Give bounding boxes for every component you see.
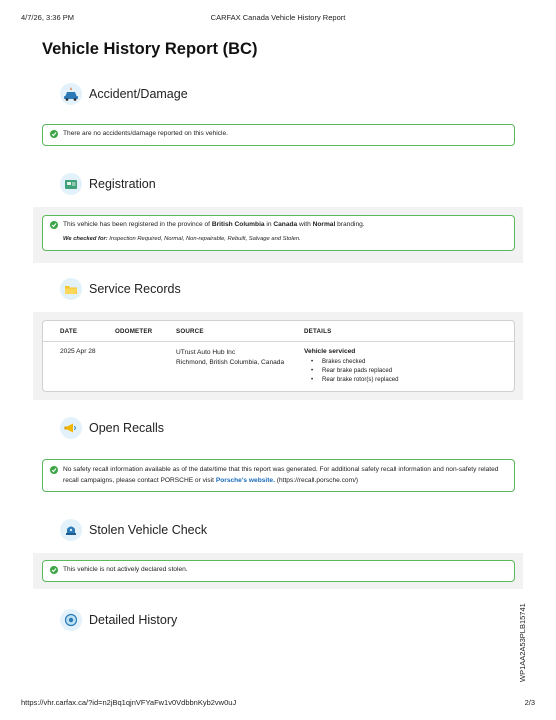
- province-name: British Columbia: [211, 221, 265, 228]
- section-recalls-header: [60, 417, 164, 439]
- section-title: Accident/Damage: [89, 87, 188, 101]
- accident-status-box: [42, 124, 515, 146]
- details-item: • Brakes checked: [304, 357, 399, 366]
- check-circle-icon: [50, 466, 58, 474]
- details-item: • Rear brake rotor(s) replaced: [304, 375, 399, 384]
- accident-message: There are no accidents/damage reported on this vehicle.: [63, 130, 228, 137]
- column-header-source: SOURCE: [176, 328, 204, 335]
- checked-for-label: We checked for:: [63, 236, 108, 242]
- record-date: 2025 Apr 28: [60, 348, 96, 355]
- folder-icon: [60, 278, 82, 300]
- source-location: Richmond, British Columbia, Canada: [176, 359, 285, 366]
- magnifier-icon: [60, 609, 82, 631]
- recalls-message: [63, 465, 507, 486]
- print-timestamp: 4/7/26, 3:36 PM: [21, 13, 74, 22]
- print-url: https://vhr.carfax.ca/?id=n2jBq1qjnVFYaFw1v0VdbbnKyb2vw0uJ: [21, 698, 237, 707]
- source-name: UTrust Auto Hub Inc: [176, 349, 236, 356]
- print-document-title: CARFAX Canada Vehicle History Report: [210, 13, 346, 22]
- section-title: Detailed History: [89, 613, 178, 627]
- checked-for-list: Inspection Required, Normal, Non-repairable, Rebuilt, Salvage and Stolen.: [107, 236, 301, 242]
- text-segment: in: [264, 221, 274, 228]
- section-title: Service Records: [89, 282, 181, 296]
- section-title: Stolen Vehicle Check: [89, 523, 208, 537]
- section-stolen-header: [60, 519, 207, 541]
- section-registration-header: [60, 173, 156, 195]
- text-segment: with: [297, 221, 313, 228]
- text-segment: (https://recall.porsche.com/): [274, 476, 359, 484]
- details-title: Vehicle serviced: [304, 348, 356, 355]
- registration-status-box: [42, 215, 515, 251]
- porsche-website-link[interactable]: Porsche's website.: [215, 476, 275, 484]
- checked-for-note: [50, 236, 507, 242]
- report-title: Vehicle History Report (BC): [42, 40, 258, 58]
- country-name: Canada: [273, 221, 298, 228]
- check-circle-icon: [50, 566, 58, 574]
- car-crash-icon: [60, 83, 82, 105]
- section-title: Open Recalls: [89, 421, 165, 435]
- column-header-date: DATE: [60, 328, 78, 335]
- section-service-header: [60, 278, 181, 300]
- record-source: [176, 348, 284, 368]
- text-segment: No safety recall information available as of the date/time that this report was generated. For additional safety recall information and non-safety related recall campaigns, please contact PORSCHE or visit: [63, 466, 499, 484]
- table-header-divider: [43, 341, 514, 342]
- registration-card-icon: [60, 173, 82, 195]
- record-details: [304, 348, 399, 384]
- text-segment: branding.: [335, 221, 365, 228]
- megaphone-icon: [60, 417, 82, 439]
- branding-value: Normal: [312, 221, 336, 228]
- registration-message: [63, 221, 365, 228]
- details-item: • Rear brake pads replaced: [304, 366, 399, 375]
- page-number: 2/3: [524, 698, 535, 707]
- recalls-status-box: [42, 459, 515, 492]
- section-title: Registration: [89, 177, 156, 191]
- section-detailed-header: [60, 609, 177, 631]
- stolen-status-box: [42, 560, 515, 582]
- vin-label: WP1AA2A53PLB15741: [518, 603, 527, 682]
- section-accident-header: [60, 83, 188, 105]
- check-circle-icon: [50, 221, 58, 229]
- police-siren-icon: [60, 519, 82, 541]
- column-header-details: DETAILS: [304, 328, 332, 335]
- stolen-message: This vehicle is not actively declared stolen.: [63, 566, 188, 573]
- service-records-table: [42, 320, 515, 392]
- text-segment: This vehicle has been registered in the province of: [63, 221, 212, 228]
- details-list: [304, 357, 399, 384]
- check-circle-icon: [50, 130, 58, 138]
- column-header-odometer: ODOMETER: [115, 328, 153, 335]
